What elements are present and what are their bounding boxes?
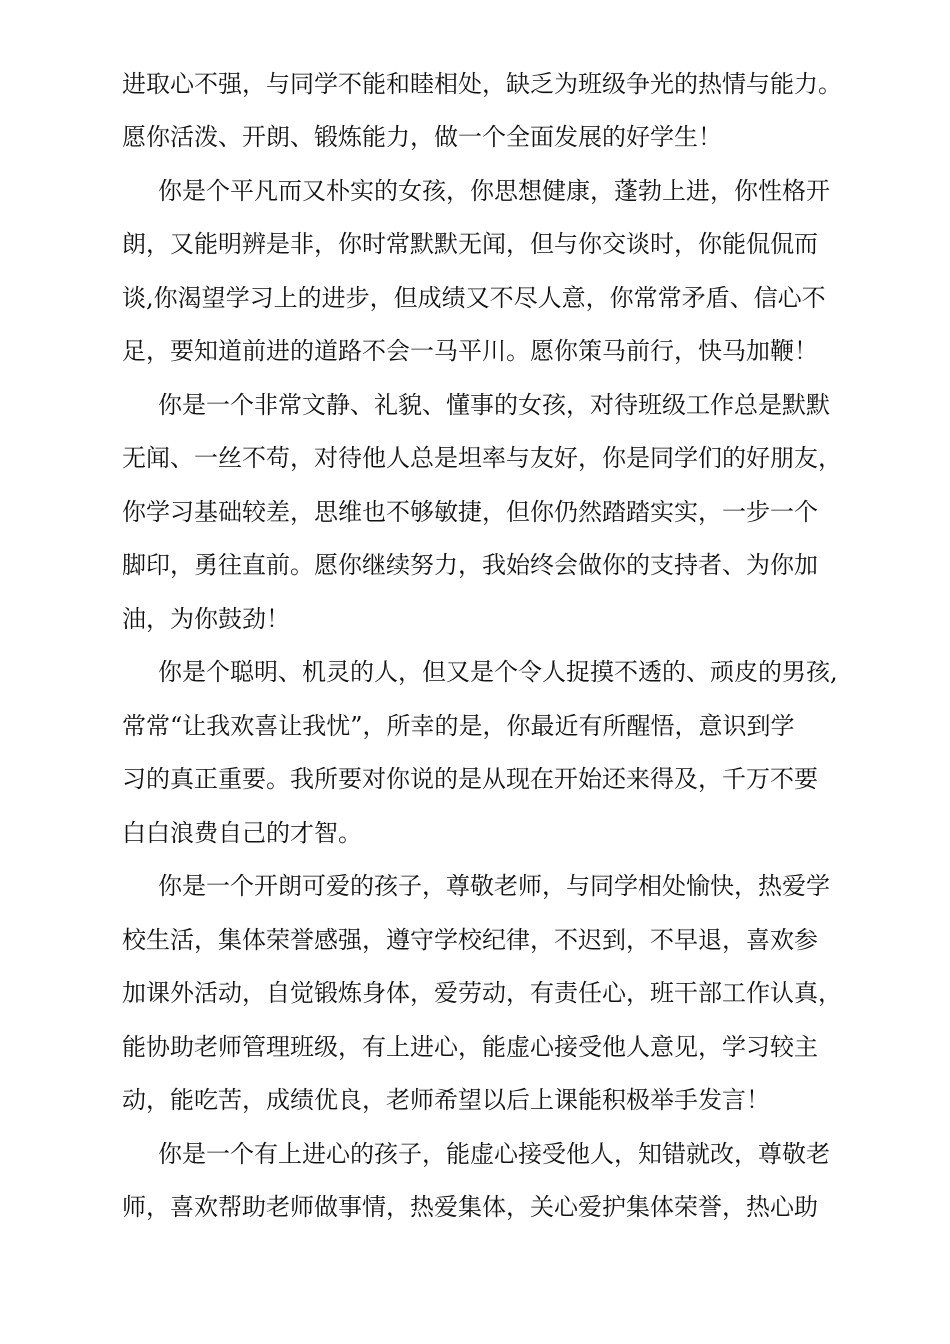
text-line: 谈,你渴望学习上的进步，但成绩又不尽人意，你常常矛盾、信心不 bbox=[122, 284, 826, 312]
text-line: 常常“让我欢喜让我忧”，所幸的是，你最近有所醒悟，意识到学 bbox=[122, 712, 795, 740]
text-line: 你是个平凡而又朴实的女孩，你思想健康，蓬勃上进，你性格开 bbox=[158, 177, 830, 205]
text-line: 动，能吃苦，成绩优良，老师希望以后上课能积极举手发言！ bbox=[122, 1086, 770, 1114]
text-line: 加课外活动，自觉锻炼身体，爱劳动，有责任心，班干部工作认真， bbox=[122, 979, 842, 1007]
text-line: 愿你活泼、开朗、锻炼能力，做一个全面发展的好学生！ bbox=[122, 123, 722, 151]
text-line: 朗，又能明辨是非，你时常默默无闻，但与你交谈时，你能侃侃而 bbox=[122, 230, 818, 258]
text-line: 白白浪费自己的才智。 bbox=[122, 819, 362, 847]
text-line: 脚印，勇往直前。愿你继续努力，我始终会做你的支持者、为你加 bbox=[122, 551, 818, 579]
text-line: 你是一个开朗可爱的孩子，尊敬老师，与同学相处愉快，热爱学 bbox=[158, 872, 830, 900]
text-line: 足，要知道前进的道路不会一马平川。愿你策马前行，快马加鞭！ bbox=[122, 337, 818, 365]
text-line: 你是一个非常文静、礼貌、懂事的女孩，对待班级工作总是默默 bbox=[158, 391, 830, 419]
text-line: 油，为你鼓劲！ bbox=[122, 605, 290, 633]
text-line: 进取心不强，与同学不能和睦相处，缺乏为班级争光的热情与能力。 bbox=[122, 70, 842, 98]
text-line: 校生活，集体荣誉感强，遵守学校纪律，不迟到，不早退，喜欢参 bbox=[122, 926, 818, 954]
text-line: 习的真正重要。我所要对你说的是从现在开始还来得及，千万不要 bbox=[122, 765, 818, 793]
text-line: 你学习基础较差，思维也不够敏捷，但你仍然踏踏实实，一步一个 bbox=[122, 498, 818, 526]
text-line: 你是一个有上进心的孩子，能虚心接受他人，知错就改，尊敬老 bbox=[158, 1140, 830, 1168]
text-line: 能协助老师管理班级，有上进心，能虚心接受他人意见，学习较主 bbox=[122, 1033, 818, 1061]
text-line: 你是个聪明、机灵的人，但又是个令人捉摸不透的、顽皮的男孩, bbox=[158, 658, 838, 686]
text-line: 无闻、一丝不苟，对待他人总是坦率与友好，你是同学们的好朋友， bbox=[122, 444, 842, 472]
text-line: 师，喜欢帮助老师做事情，热爱集体，关心爱护集体荣誉，热心助 bbox=[122, 1193, 818, 1221]
